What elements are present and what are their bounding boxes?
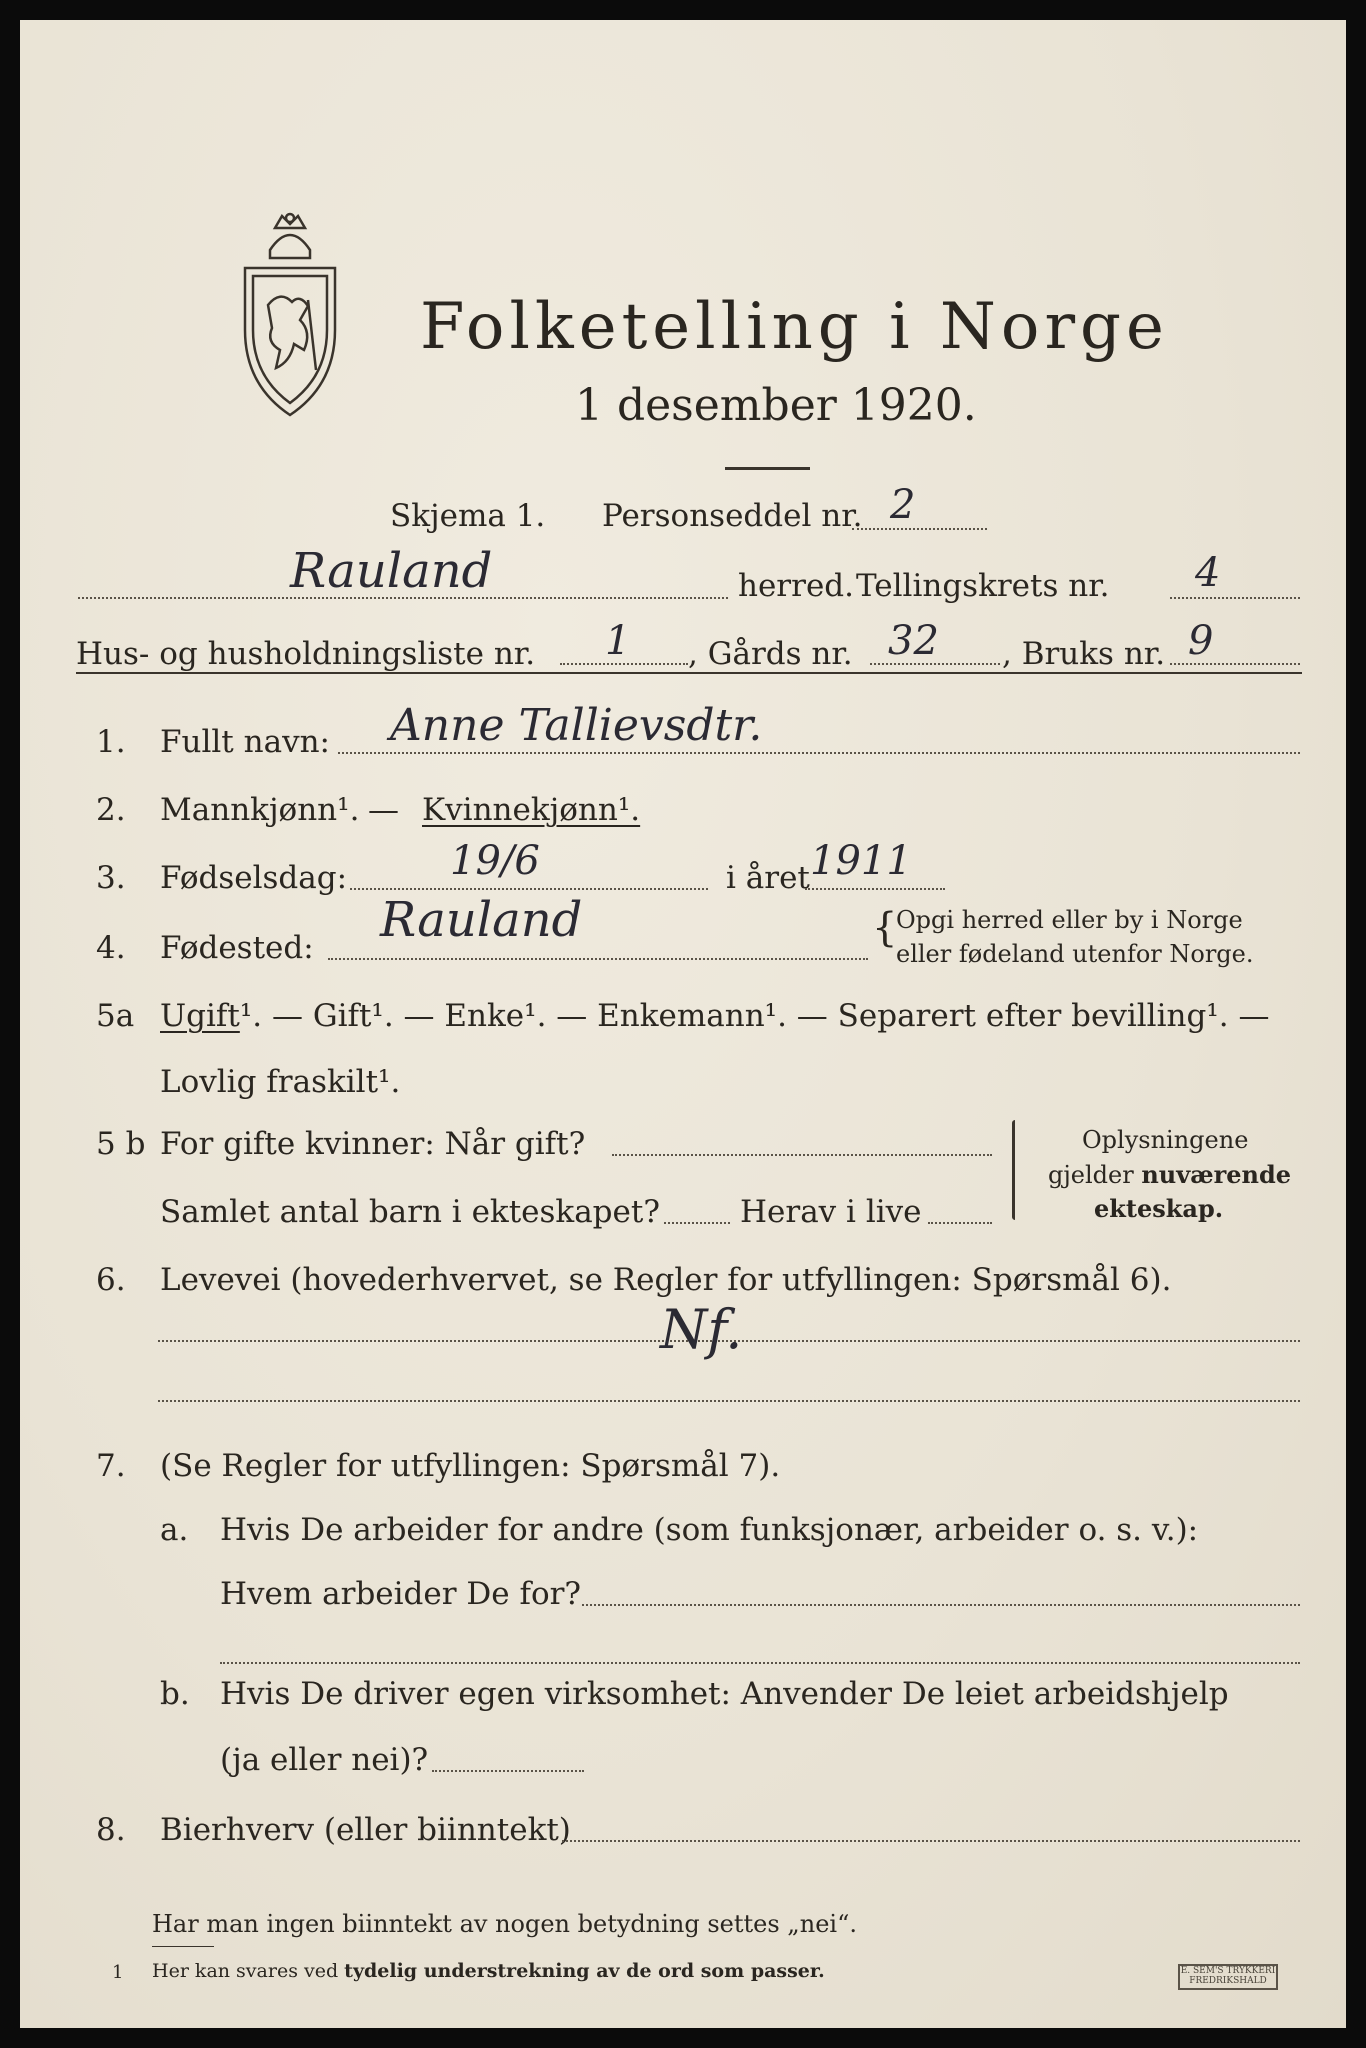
- q8-number: 8.: [96, 1812, 126, 1848]
- skjema-label: Skjema 1.: [390, 498, 546, 534]
- q5b-number: 5 b: [96, 1126, 146, 1162]
- header-rule: [76, 672, 1302, 674]
- year-label: i året: [726, 860, 810, 896]
- marital-other-options[interactable]: ¹. — Gift¹. — Enke¹. — Enkemann¹. — Separert efter bevilling¹. —: [239, 998, 1270, 1034]
- q5a-number: 5a: [96, 998, 135, 1034]
- footnote-text-a: Her kan svares ved: [152, 1960, 345, 1982]
- birth-year-value[interactable]: 1911: [810, 838, 912, 884]
- marital-divorced-option[interactable]: Lovlig fraskilt¹.: [160, 1064, 401, 1100]
- census-date: 1 desember 1920.: [575, 380, 977, 431]
- gards-value[interactable]: 32: [888, 618, 939, 664]
- q2-dash: —: [368, 792, 399, 828]
- q2-number: 2.: [96, 792, 126, 828]
- herred-label: herred.: [738, 568, 854, 604]
- q8-label: Bierhverv (eller biinntekt): [160, 1812, 571, 1848]
- birthplace-value[interactable]: Rauland: [380, 892, 583, 948]
- coat-of-arms-icon: [230, 210, 350, 430]
- q6-label: Levevei (hovederhvervet, se Regler for utfyllingen: Spørsmål 6).: [160, 1262, 1172, 1298]
- occupation-value[interactable]: Nf.: [660, 1298, 743, 1361]
- q5b-note-3: ekteskap.: [1094, 1194, 1224, 1223]
- q7b-text: Hvis De driver egen virksomhet: Anvender De leiet arbeidshjelp: [220, 1676, 1229, 1712]
- q1-label: Fullt navn:: [160, 724, 330, 760]
- sex-male-option[interactable]: Mannkjønn¹.: [160, 792, 360, 828]
- birthplace-note-2: eller fødeland utenfor Norge.: [896, 940, 1254, 968]
- q5b-children-total: Samlet antal barn i ekteskapet?: [160, 1194, 660, 1230]
- q7a-text: Hvis De arbeider for andre (som funksjonær, arbeider o. s. v.):: [220, 1512, 1199, 1548]
- birthplace-note-1: Opgi herred eller by i Norge: [896, 906, 1243, 934]
- herred-value[interactable]: Rauland: [290, 543, 493, 599]
- q3-number: 3.: [96, 860, 126, 896]
- marital-unmarried-option[interactable]: Ugift: [160, 998, 240, 1034]
- q1-number: 1.: [96, 724, 126, 760]
- bruks-label: , Bruks nr.: [1002, 636, 1166, 672]
- birthday-value[interactable]: 19/6: [450, 838, 540, 884]
- footnote-mark: 1: [112, 1962, 124, 1983]
- title-divider: [725, 467, 810, 470]
- footnote-text-b: tydelig understrekning av de ord som passer.: [344, 1960, 825, 1982]
- husholdningsliste-label: Hus- og husholdningsliste nr.: [76, 636, 536, 672]
- form-title: Folketelling i Norge: [420, 290, 1169, 364]
- q6-number: 6.: [96, 1262, 126, 1298]
- q3-label: Fødselsdag:: [160, 860, 348, 896]
- tellingskrets-value[interactable]: 4: [1195, 550, 1221, 596]
- printer-stamp: E. SEM'S TRYKKERI FREDRIKSHALD: [1178, 1964, 1278, 1990]
- bruks-value[interactable]: 9: [1188, 618, 1214, 664]
- q5b-note-2b: nuværende: [1141, 1160, 1292, 1189]
- gards-label: , Gårds nr.: [688, 636, 853, 672]
- husholdningsliste-value[interactable]: 1: [605, 618, 631, 664]
- q7a-text-2: Hvem arbeider De for?: [220, 1576, 582, 1612]
- footer-note: Har man ingen biinntekt av nogen betydning settes „nei“.: [152, 1910, 857, 1938]
- q5b-note-1: Oplysningene: [1082, 1126, 1249, 1154]
- q7-label: (Se Regler for utfyllingen: Spørsmål 7).: [160, 1448, 781, 1484]
- q5b-note-2a: gjelder: [1048, 1161, 1142, 1189]
- tellingskrets-label: Tellingskrets nr.: [856, 568, 1110, 604]
- q7b-letter: b.: [160, 1676, 190, 1712]
- q4-label: Fødested:: [160, 930, 314, 966]
- full-name-value[interactable]: Anne Tallievsdtr.: [390, 700, 763, 751]
- q4-number: 4.: [96, 930, 126, 966]
- census-form: Folketelling i Norge 1 desember 1920. Skjema 1. Personseddel nr. 2 Rauland herred. Tellingskrets nr. 4 Hus- og husholdningsliste nr. 1 , Gårds nr. 32 , Bruks nr. 9 1. Fullt navn: Anne Tallievsdtr. 2. Mannkjønn¹. — Kvinnekjønn¹. 3. Fødselsdag: 19/6 i året 1911 4. Fødested: Rauland { Opgi herred eller by i Norge eller fødeland utenfor Norge. 5a Ugift¹. — Gift¹. — Enke¹. — Enkemann¹. — Separert efter bevilling¹. — Lovlig fraskilt¹. 5 b For gifte kvinner: Når gift? Samlet antal barn i ekteskapet? Herav i live Oplysningene gjelder nuværende ekteskap. 6. Levevei (hovederhvervet, se Regler for utfyllingen: Spørsmål 6). Nf. 7. (Se Regler for utfyllingen: Spørsmål 7). a. Hvis De arbeider for andre (som funksjonær, arbeider o. s. v.): Hvem arbeider De for? b. Hvis De driver egen virksomhet: Anvender De leiet arbeidshjelp (ja eller nei)? 8. Bierhverv (eller biinntekt) Har man ingen biinntekt av nogen betydning settes „nei“. 1 Her kan svares ved tydelig understrekning av de ord som passer. E. SEM'S TRYKKERI FREDRIKSHALD: [20, 20, 1346, 2028]
- q5b-children-alive: Herav i live: [740, 1194, 922, 1230]
- q7-number: 7.: [96, 1448, 126, 1484]
- q5b-married-when: For gifte kvinner: Når gift?: [160, 1126, 586, 1162]
- personseddel-value[interactable]: 2: [890, 482, 916, 528]
- personseddel-label: Personseddel nr.: [602, 498, 863, 534]
- q7b-text-2: (ja eller nei)?: [220, 1742, 429, 1778]
- sex-female-option[interactable]: Kvinnekjønn¹.: [422, 792, 641, 828]
- q7a-letter: a.: [160, 1512, 189, 1548]
